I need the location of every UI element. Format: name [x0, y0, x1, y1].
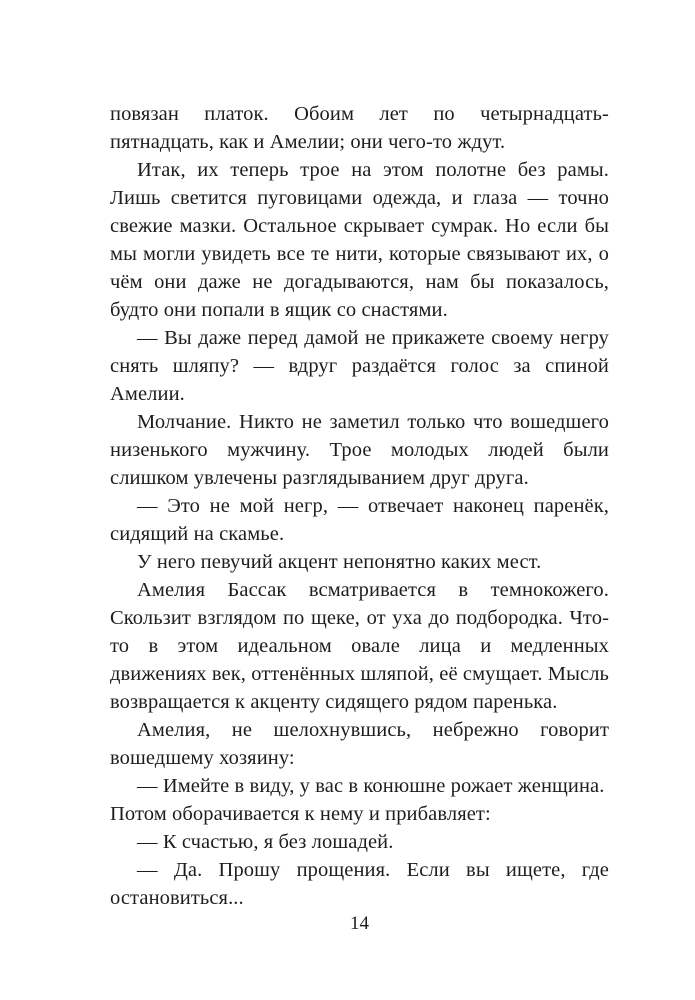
paragraph: — К счастью, я без лошадей. [137, 831, 394, 853]
paragraph: — Это не мой негр, — отвечает наконец паренёк, сидящий на скамье. [110, 495, 609, 545]
paragraph: — Да. Прошу прощения. Если вы ищете, где остановиться... [110, 859, 609, 909]
paragraph: Амелия Бассак всматривается в темнокожего. Скользит взглядом по щеке, от уха до подбородка. Что-то в этом идеальном овале лица и медленных движениях век, оттенённых шляпой, её смущает. Мысль возвращается к акценту сидящего рядом паренька. [110, 579, 609, 713]
paragraph: — Имейте в виду, у вас в конюшне рожает женщина. [137, 775, 605, 797]
page-number: 14 [350, 913, 369, 934]
paragraph: Итак, их теперь трое на этом полотне без рамы. Лишь светится пуговицами одежда, и глаза — точно свежие мазки. Остальное скрывает сумрак. Но если бы мы могли увидеть все те нити, которые связывают их, о чём они даже не догадываются, нам бы показалось, будто они попали в ящик со снастями. [110, 159, 609, 321]
paragraph: повязан платок. Обоим лет по четырнадцать-пятнадцать, как и Амелии; они чего-то ждут. [110, 103, 609, 153]
paragraph: Амелия, не шелохнувшись, небрежно говорит вошедшему хозяину: [110, 719, 609, 769]
text-block [110, 100, 609, 912]
paragraph: У него певучий акцент непонятно каких мест. [137, 551, 542, 573]
paragraph: — Вы даже перед дамой не прикажете своему негру снять шляпу? — вдруг раздаётся голос за спиной Амелии. [110, 327, 609, 405]
paragraph: Молчание. Никто не заметил только что вошедшего низенького мужчину. Трое молодых людей были слишком увлечены разглядыванием друг друга. [110, 411, 609, 489]
paragraph: Потом оборачивается к нему и прибавляет: [110, 803, 491, 825]
